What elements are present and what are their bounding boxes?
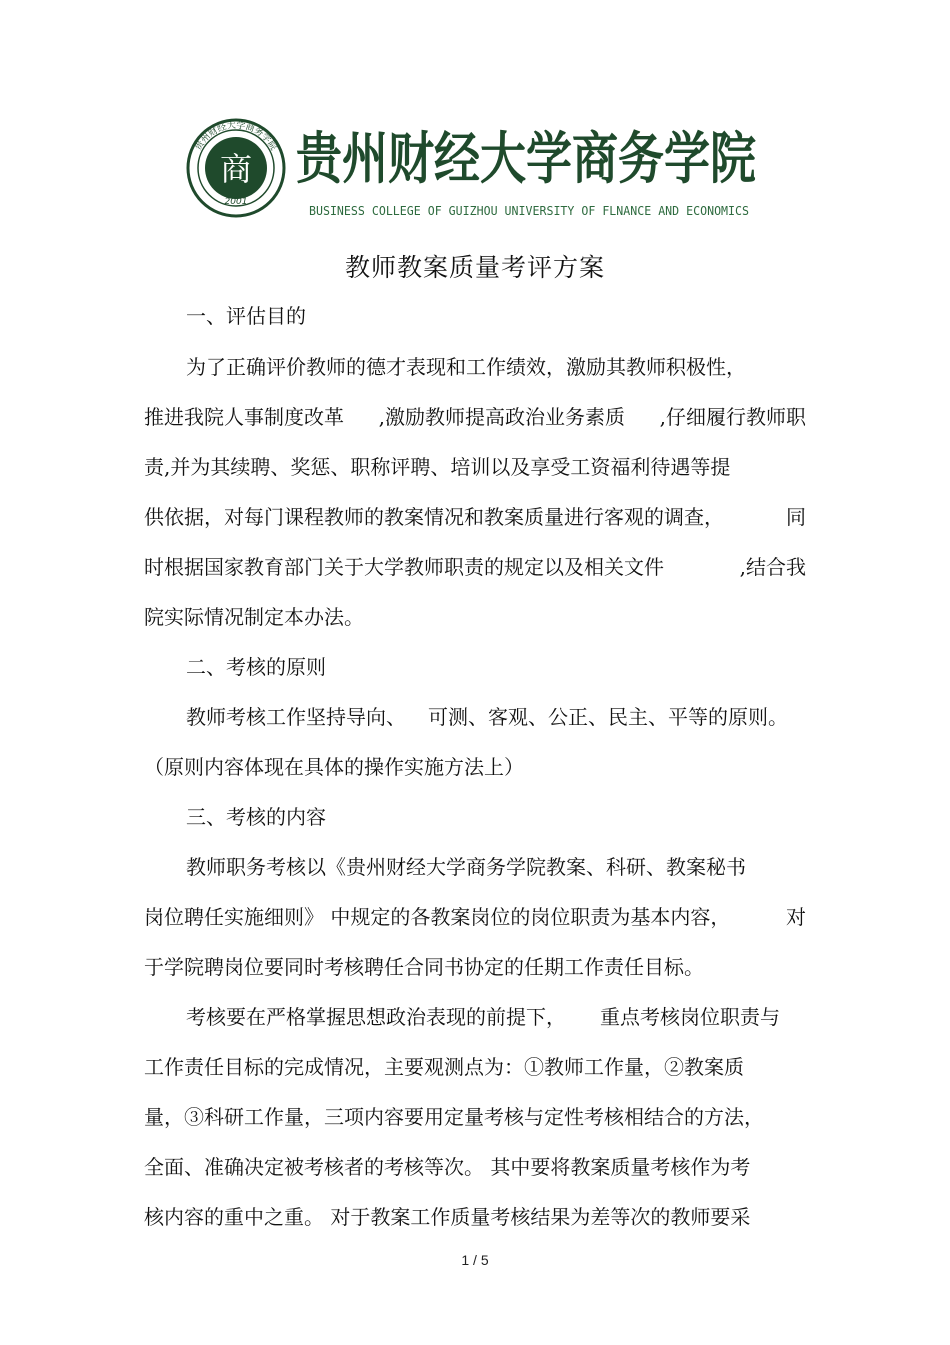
seal-char: 商	[219, 150, 253, 188]
paragraph-line: （原则内容体现在具体的操作实施方法上）	[144, 755, 524, 779]
text-run: ,仔细履行教师职	[659, 405, 806, 429]
brand-en-text: BUSINESS COLLEGE OF GUIZHOU UNIVERSITY OF FLNANCE AND ECONOMICS	[309, 203, 749, 218]
paragraph-line: 责,并为其续聘、奖惩、职称评聘、培训以及享受工资福利待遇等提	[144, 455, 731, 479]
text-run: 教师考核工作坚持导向、	[186, 705, 406, 729]
paragraph-line	[144, 903, 806, 931]
paragraph-line	[144, 503, 806, 531]
paragraph-line	[186, 1003, 806, 1031]
paragraph-line: 于学院聘岗位要同时考核聘任合同书协定的任期工作责任目标。	[144, 955, 704, 979]
school-header	[186, 118, 766, 218]
section-heading-purpose: 一、评估目的	[186, 304, 306, 328]
text-run: 对	[786, 905, 806, 929]
paragraph-line: 核内容的重中之重。 对于教案工作质量考核结果为差等次的教师要采	[144, 1205, 751, 1229]
text-run: ,激励教师提高政治业务素质	[378, 405, 625, 429]
paragraph-line: 量，③科研工作量，三项内容要用定量考核与定性考核相结合的方法，	[144, 1105, 764, 1129]
text-run: 重点考核岗位职责与	[600, 1005, 780, 1029]
section-heading-principles: 二、考核的原则	[186, 655, 326, 679]
text-run: 时根据国家教育部门关于大学教师职责的规定以及相关文件	[144, 555, 664, 579]
brand-cn-text: 贵州财经大学商务学院	[296, 126, 756, 192]
paragraph-line: 院实际情况制定本办法。	[144, 605, 364, 629]
text-run: ,结合我	[739, 555, 806, 579]
paragraph-line: 教师职务考核以《贵州财经大学商务学院教案、科研、教案秘书	[186, 855, 746, 879]
text-run: 岗位聘任实施细则》 中规定的各教案岗位的岗位职责为基本内容，	[144, 905, 731, 929]
school-seal-logo	[186, 118, 286, 218]
text-run: 同	[786, 505, 806, 529]
text-run: 考核要在严格掌握思想政治表现的前提下，	[186, 1005, 566, 1029]
page-number: 1 / 5	[461, 1252, 489, 1268]
section-heading-content: 三、考核的内容	[186, 805, 326, 829]
paragraph-line: 为了正确评价教师的德才表现和工作绩效，激励其教师积极性，	[186, 355, 746, 379]
document-title: 教师教案质量考评方案	[344, 253, 605, 282]
seal-year: 2001	[224, 197, 248, 207]
text-run: 推进我院人事制度改革	[144, 405, 344, 429]
paragraph-line: 工作责任目标的完成情况，主要观测点为：①教师工作量，②教案质	[144, 1055, 744, 1079]
paragraph-line: 全面、准确决定被考核者的考核等次。 其中要将教案质量考核作为考	[144, 1155, 751, 1179]
seal-ring-text: 贵州财经大学商务学院	[193, 120, 279, 153]
text-run: 可测、客观、公正、民主、平等的原则。	[428, 705, 788, 729]
brand-chinese-name	[291, 120, 761, 192]
paragraph-line	[186, 703, 806, 731]
paragraph-line	[144, 403, 806, 431]
text-run: 供依据，对每门课程教师的教案情况和教案质量进行客观的调查，	[144, 505, 724, 529]
brand-english-name	[309, 202, 749, 218]
paragraph-line	[144, 553, 806, 581]
